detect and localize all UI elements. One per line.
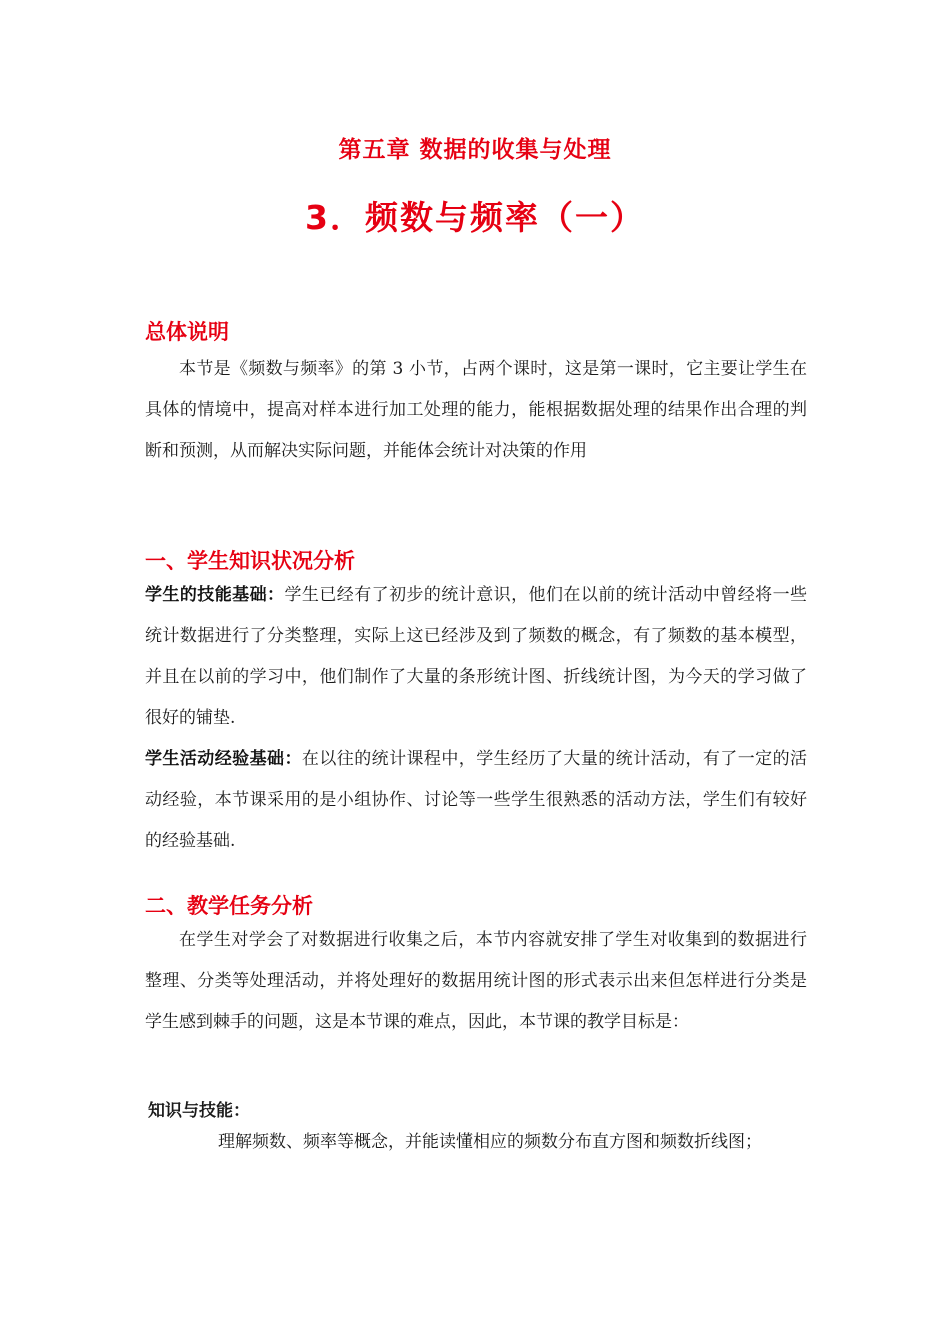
task-analysis-heading: 二、教学任务分析: [145, 894, 313, 918]
chapter-title: 第五章 数据的收集与处理: [338, 137, 612, 163]
skill-text: 学生已经有了初步的统计意识，他们在以前的统计活动中曾经将一些统计数据进行了分类整理，实际上这已经涉及到了频数的概念，有了频数的基本模型，并且在以前的学习中，他们制作了大量的条形统计图、折线统计图，为今天的学习做了很好的铺垫.: [145, 585, 808, 728]
task-paragraph: 在学生对学会了对数据进行收集之后，本节内容就安排了学生对收集到的数据进行整理、分类等处理活动，并将处理好的数据用统计图的形式表示出来但怎样进行分类是学生感到棘手的问题，这是本节课的难点，因此，本节课的教学目标是：: [145, 930, 807, 1032]
knowledge-skills-label: 知识与技能：: [148, 1101, 250, 1121]
lesson-title: 3．频数与频率（一）: [305, 198, 645, 237]
activity-label: 学生活动经验基础：: [145, 749, 302, 769]
student-analysis-heading: 一、学生知识状况分析: [145, 549, 355, 573]
skill-label: 学生的技能基础：: [145, 585, 285, 605]
activity-text: 在以往的统计课程中，学生经历了大量的统计活动，有了一定的活动经验，本节课采用的是小组协作、讨论等一些学生很熟悉的活动方法，学生们有较好的经验基础.: [145, 749, 808, 851]
overview-paragraph: 本节是《频数与频率》的第 3 小节，占两个课时，这是第一课时，它主要让学生在具体的情境中，提高对样本进行加工处理的能力，能根据数据处理的结果作出合理的判断和预测，从而解决实际问题，并能体会统计对决策的作用: [145, 359, 807, 461]
overview-heading: 总体说明: [145, 320, 229, 344]
knowledge-skills-text: 理解频数、频率等概念，并能读懂相应的频数分布直方图和频数折线图；: [218, 1132, 762, 1152]
skill-paragraph: [145, 575, 807, 739]
activity-paragraph: [145, 739, 807, 862]
